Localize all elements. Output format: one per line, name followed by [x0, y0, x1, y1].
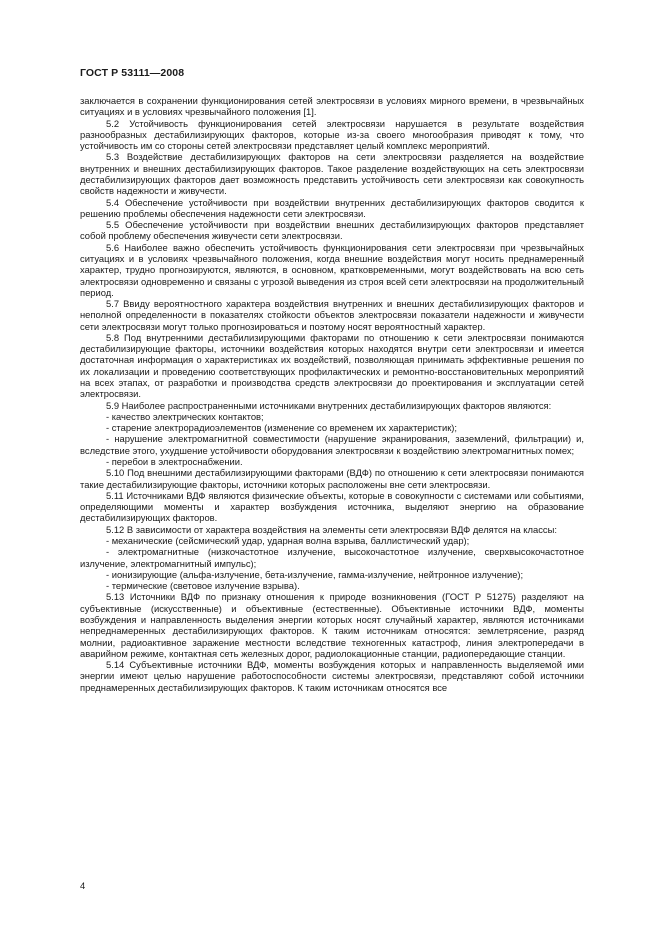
document-body [80, 95, 584, 693]
list-item: - качество электрических контактов; [106, 410, 264, 422]
paragraph-5-9: 5.9 Наиболее распространенными источниками внутренних дестабилизирующих факторов являются: [106, 399, 552, 411]
paragraph-5-3: 5.3 Воздействие дестабилизирующих факторов на сети электросвязи разделяется на воздействие внутренних и внешних дестабилизирующих факторов. Такое разделение воздействующих на сеть электросвязи дестабилизирующих факторов дает возможность представить устойчивость сети электросвязи как совокупность свойств надежности и живучести. [80, 151, 584, 197]
paragraph-continuation: заключается в сохранении функционирования сетей электросвязи в условиях мирного времени, в чрезвычайных ситуациях и в условиях чрезвычайного положения [1]. [80, 95, 584, 118]
paragraph-5-12: 5.12 В зависимости от характера воздействия на элементы сети электросвязи ВДФ делятся на классы: [106, 523, 557, 535]
list-item: - нарушение электромагнитной совместимости (нарушение экранирования, заземлений, фильтрации) и, вследствие этого, ухудшение устойчивости оборудования электросвязи к воздействию электромагнитных помех; [80, 433, 584, 456]
paragraph-5-7: 5.7 Ввиду вероятностного характера воздействия внутренних и внешних дестабилизирующих факторов и неполной определенности в показателях стойкости объектов электросвязи показатели надежности и живучести сети электросвязи могут только прогнозироваться и поэтому носят вероятностный характер. [80, 298, 584, 332]
paragraph-5-4: 5.4 Обеспечение устойчивости при воздействии внутренних дестабилизирующих факторов сводится к решению проблемы обеспечения надежности сети электросвязи. [80, 196, 584, 219]
standard-header: ГОСТ Р 53111—2008 [80, 67, 185, 79]
paragraph-5-10: 5.10 Под внешними дестабилизирующими факторами (ВДФ) по отношению к сети электросвязи понимаются такие дестабилизирующие факторы, источники которых расположены вне сети электросвязи. [80, 467, 584, 490]
paragraph-5-13: 5.13 Источники ВДФ по признаку отношения к природе возникновения (ГОСТ Р 51275) разделяют на субъективные (искусственные) и объективные (естественные). Объективные источники ВДФ, моменты возбуждения и направленность выделения энергии которых носят случайный характер, являются источниками непреднамеренных дестабилизирующих факторов. К таким источникам относятся: землетрясение, разряд молнии, радиоактивное заражение местности вследствие техногенных катастроф, линия электропередачи в аварийном режиме, контактная сеть железных дорог, радиолокационные станции, радиопередающие станции. [80, 591, 584, 659]
list-item: - ионизирующие (альфа-излучение, бета-излучение, гамма-излучение, нейтронное излучение); [106, 568, 524, 580]
list-item: - термические (световое излучение взрыва). [106, 580, 300, 592]
paragraph-5-2: 5.2 Устойчивость функционирования сетей электросвязи нарушается в результате воздействия разнообразных дестабилизирующих факторов, которые из-за своего многообразия приводят к тому, что устойчивость им со стороны сетей электросвязи представляет целый комплекс мероприятий. [80, 117, 584, 152]
list-item: - перебои в электроснабжении. [106, 456, 243, 467]
page-number: 4 [80, 880, 86, 891]
list-item: - электромагнитные (низкочастотное излучение, высокочастотное излучение, сверхвысокочастотное излучение, электромагнитный импульс); [80, 546, 584, 569]
list-item: - старение электрорадиоэлементов (изменение со временем их характеристик); [106, 422, 458, 434]
paragraph-5-6: 5.6 Наиболее важно обеспечить устойчивость функционирования сети электросвязи при чрезвычайных ситуациях и в условиях чрезвычайного положения, когда внешние воздействия могут носить преднамеренный характер, трудно прогнозируются, являются, в основном, кратковременными, могут воздействовать на всю сеть электросвязи одновременно и связаны с угрозой выведения из строя всей сети электросвязи на продолжительный период. [80, 241, 584, 298]
paragraph-5-5: 5.5 Обеспечение устойчивости при воздействии внешних дестабилизирующих факторов представляет собой проблему обеспечения живучести сети электросвязи. [80, 219, 584, 242]
paragraph-5-8: 5.8 Под внутренними дестабилизирующими факторами по отношению к сети электросвязи понимаются дестабилизирующие факторы, источники воздействия которых находятся внутри сети электросвязи и имеется достаточная информация о характеристиках их воздействий, позволяющая принимать эффективные решения по их локализации и проведению соответствующих профилактических и ремонтно-восстановительных мероприятий на всех этапах, от разработки и производства средств электросвязи до проектирования и эксплуатации сетей электросвязи. [80, 331, 584, 400]
list-item: - механические (сейсмический удар, ударная волна взрыва, баллистический удар); [106, 534, 470, 546]
paragraph-5-11: 5.11 Источниками ВДФ являются физические объекты, которые в совокупности с системами или событиями, определяющими моменты и характер возбуждения источника, выделяют энергию на образование дестабилизирующих факторов. [80, 489, 584, 524]
paragraph-5-14: 5.14 Субъективные источники ВДФ, моменты возбуждения которых и направленность выделяемой ими энергии имеют целью нарушение работоспособности системы электросвязи, представляют собой источники преднамеренных дестабилизирующих факторов. К таким источникам относятся все [80, 659, 584, 693]
